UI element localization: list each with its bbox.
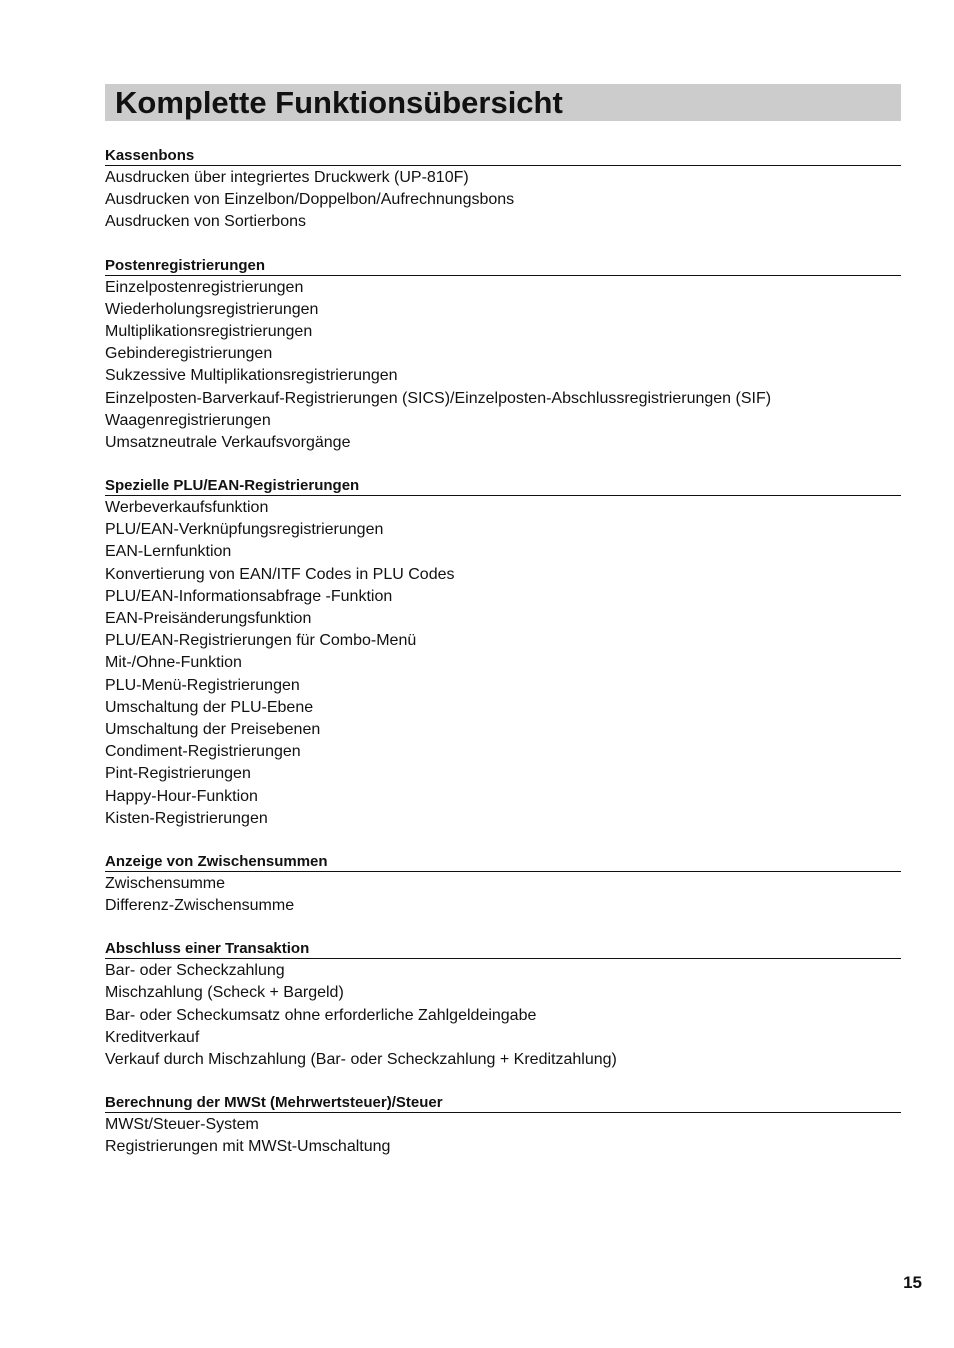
section-heading: Anzeige von Zwischensummen (105, 852, 901, 872)
section-item-list (105, 872, 901, 917)
section (105, 256, 901, 455)
function-overview (105, 146, 901, 1181)
list-item: Umsatzneutrale Verkaufsvorgänge (105, 433, 351, 451)
list-item: PLU-Menü-Registrierungen (105, 676, 300, 694)
list-item: Bar- oder Scheckzahlung (105, 962, 285, 980)
list-item: PLU/EAN-Verknüpfungsregistrierungen (105, 521, 384, 539)
list-item: Kisten-Registrierungen (105, 809, 268, 827)
section-item-list (105, 276, 901, 455)
list-item: PLU/EAN-Registrierungen für Combo-Menü (105, 632, 417, 650)
list-item: Mit-/Ohne-Funktion (105, 654, 242, 672)
list-item: Multiplikationsregistrierungen (105, 322, 313, 340)
section-heading: Spezielle PLU/EAN-Registrierungen (105, 476, 901, 496)
section-heading: Postenregistrierungen (105, 256, 901, 276)
list-item: Happy-Hour-Funktion (105, 787, 258, 805)
list-item: Sukzessive Multiplikationsregistrierungen (105, 367, 398, 385)
section (105, 146, 901, 234)
section-heading: Abschluss einer Transaktion (105, 939, 901, 959)
list-item: EAN-Lernfunktion (105, 543, 232, 561)
list-item: Mischzahlung (Scheck + Bargeld) (105, 984, 344, 1002)
list-item: Einzelposten-Barverkauf-Registrierungen (SICS)/Einzelposten-Abschlussregistrierungen (SIF) (105, 389, 772, 407)
list-item: Gebinderegistrierungen (105, 345, 273, 363)
list-item: Einzelpostenregistrierungen (105, 278, 304, 296)
list-item: Zwischensumme (105, 874, 226, 892)
list-item: Waagenregistrierungen (105, 411, 271, 429)
section-heading: Kassenbons (105, 146, 901, 166)
section (105, 476, 901, 830)
section (105, 1093, 901, 1158)
list-item: Wiederholungsregistrierungen (105, 300, 319, 318)
list-item: Umschaltung der Preisebenen (105, 720, 321, 738)
list-item: Differenz-Zwischensumme (105, 897, 295, 915)
section-heading: Berechnung der MWSt (Mehrwertsteuer)/Steuer (105, 1093, 901, 1113)
list-item: Konvertierung von EAN/ITF Codes in PLU Codes (105, 565, 455, 583)
list-item: Ausdrucken von Einzelbon/Doppelbon/Aufrechnungsbons (105, 191, 515, 209)
page-number: 15 (903, 1273, 922, 1292)
list-item: PLU/EAN-Informationsabfrage -Funktion (105, 587, 393, 605)
section-item-list (105, 496, 901, 830)
list-item: Pint-Registrierungen (105, 765, 251, 783)
list-item: Registrierungen mit MWSt-Umschaltung (105, 1138, 391, 1156)
list-item: Werbeverkaufsfunktion (105, 499, 269, 517)
list-item: Ausdrucken über integriertes Druckwerk (UP-810F) (105, 169, 469, 186)
list-item: Condiment-Registrierungen (105, 743, 301, 761)
list-item: Kreditverkauf (105, 1028, 200, 1046)
section-item-list (105, 1113, 901, 1158)
section-item-list (105, 166, 901, 234)
section (105, 939, 901, 1071)
list-item: Bar- oder Scheckumsatz ohne erforderliche Zahlgeldeingabe (105, 1006, 537, 1024)
list-item: MWSt/Steuer-System (105, 1116, 259, 1134)
list-item: EAN-Preisänderungsfunktion (105, 610, 312, 627)
page-title: Komplette Funktionsübersicht (115, 85, 563, 120)
list-item: Verkauf durch Mischzahlung (Bar- oder Scheckzahlung + Kreditzahlung) (105, 1051, 617, 1068)
list-item: Umschaltung der PLU-Ebene (105, 698, 314, 716)
title-bar (105, 84, 901, 121)
section (105, 852, 901, 917)
list-item: Ausdrucken von Sortierbons (105, 213, 306, 231)
section-item-list (105, 959, 901, 1071)
